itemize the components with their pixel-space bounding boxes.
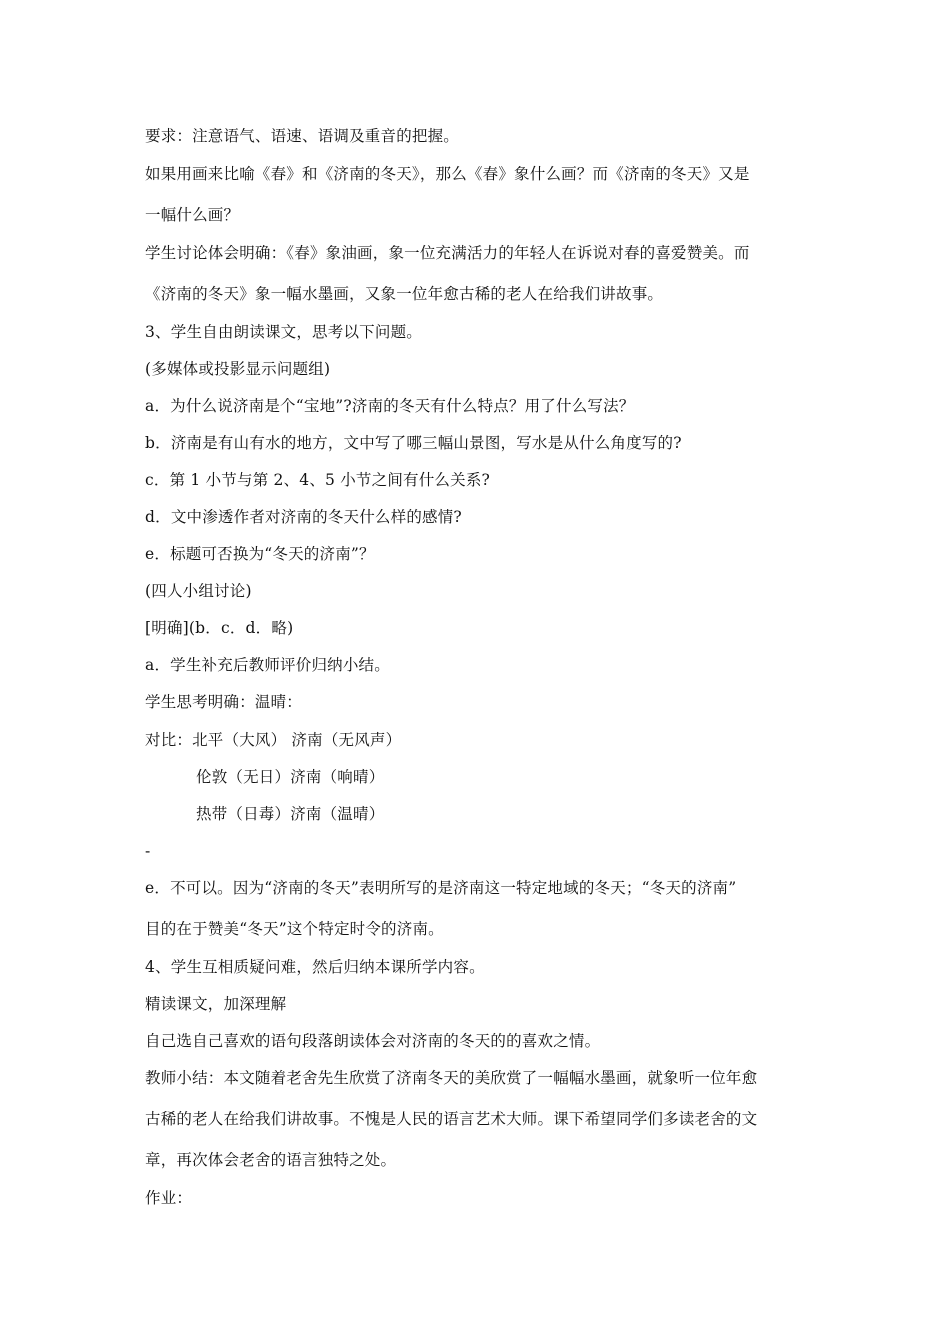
text-line-student-think: 学生思考明确：温晴： xyxy=(145,693,303,711)
text-line-question-c: c．第 1 小节与第 2、4、5 小节之间有什么关系? xyxy=(145,471,491,489)
text-line-answer-a: a．学生补充后教师评价归纳小结。 xyxy=(145,656,390,674)
text-line-step-3: 3、学生自由朗读课文，思考以下问题。 xyxy=(145,323,422,341)
text-line-discussion-cont: 《济南的冬天》象一幅水墨画，又象一位年愈古稀的老人在给我们讲故事。 xyxy=(145,285,664,303)
text-line-answer-e: e．不可以。因为“济南的冬天”表明所写的是济南这一特定地域的冬天；“冬天的济南” xyxy=(145,879,737,897)
text-line-contrast-3: 热带（日毒）济南（温晴） xyxy=(196,805,385,823)
text-line-dash: - xyxy=(145,842,151,860)
text-line-question-e: e．标题可否换为“冬天的济南”？ xyxy=(145,545,375,563)
text-line-homework: 作业： xyxy=(145,1189,193,1207)
text-line-contrast-1: 对比：北平（大风） 济南（无风声） xyxy=(145,731,402,749)
text-line-group-discussion: (四人小组讨论) xyxy=(145,582,252,600)
text-line-multimedia: (多媒体或投影显示问题组) xyxy=(145,360,331,378)
text-line-discussion: 学生讨论体会明确：《春》象油画，象一位充满活力的年轻人在诉说对春的喜爱赞美。而 xyxy=(145,244,750,262)
text-line-self-reading: 自己选自己喜欢的语句段落朗读体会对济南的冬天的的喜欢之情。 xyxy=(145,1032,601,1050)
text-line-question-metaphor-cont: 一幅什么画？ xyxy=(145,206,240,224)
text-line-contrast-2: 伦敦（无日）济南（响晴） xyxy=(196,768,385,786)
text-line-clarify: [明确](b．c．d．略) xyxy=(145,619,294,637)
text-line-answer-e-cont: 目的在于赞美“冬天”这个特定时令的济南。 xyxy=(145,920,444,938)
text-line-requirement: 要求：注意语气、语速、语调及重音的把握。 xyxy=(145,127,460,145)
text-line-question-a: a．为什么说济南是个“宝地”?济南的冬天有什么特点？用了什么写法？ xyxy=(145,397,635,415)
text-line-teacher-summary-end: 章，再次体会老舍的语言独特之处。 xyxy=(145,1151,397,1169)
text-line-close-reading: 精读课文，加深理解 xyxy=(145,995,287,1013)
text-line-question-d: d．文中渗透作者对济南的冬天什么样的感情? xyxy=(145,508,462,526)
text-line-question-b: b．济南是有山有水的地方，文中写了哪三幅山景图，写水是从什么角度写的? xyxy=(145,434,682,452)
text-line-question-metaphor: 如果用画来比喻《春》和《济南的冬天》，那么《春》象什么画？而《济南的冬天》又是 xyxy=(145,165,750,183)
text-line-teacher-summary: 教师小结：本文随着老舍先生欣赏了济南冬天的美欣赏了一幅幅水墨画，就象听一位年愈 xyxy=(145,1069,758,1087)
text-line-step-4: 4、学生互相质疑问难，然后归纳本课所学内容。 xyxy=(145,958,485,976)
text-line-teacher-summary-cont: 古稀的老人在给我们讲故事。不愧是人民的语言艺术大师。课下希望同学们多读老舍的文 xyxy=(145,1110,758,1128)
